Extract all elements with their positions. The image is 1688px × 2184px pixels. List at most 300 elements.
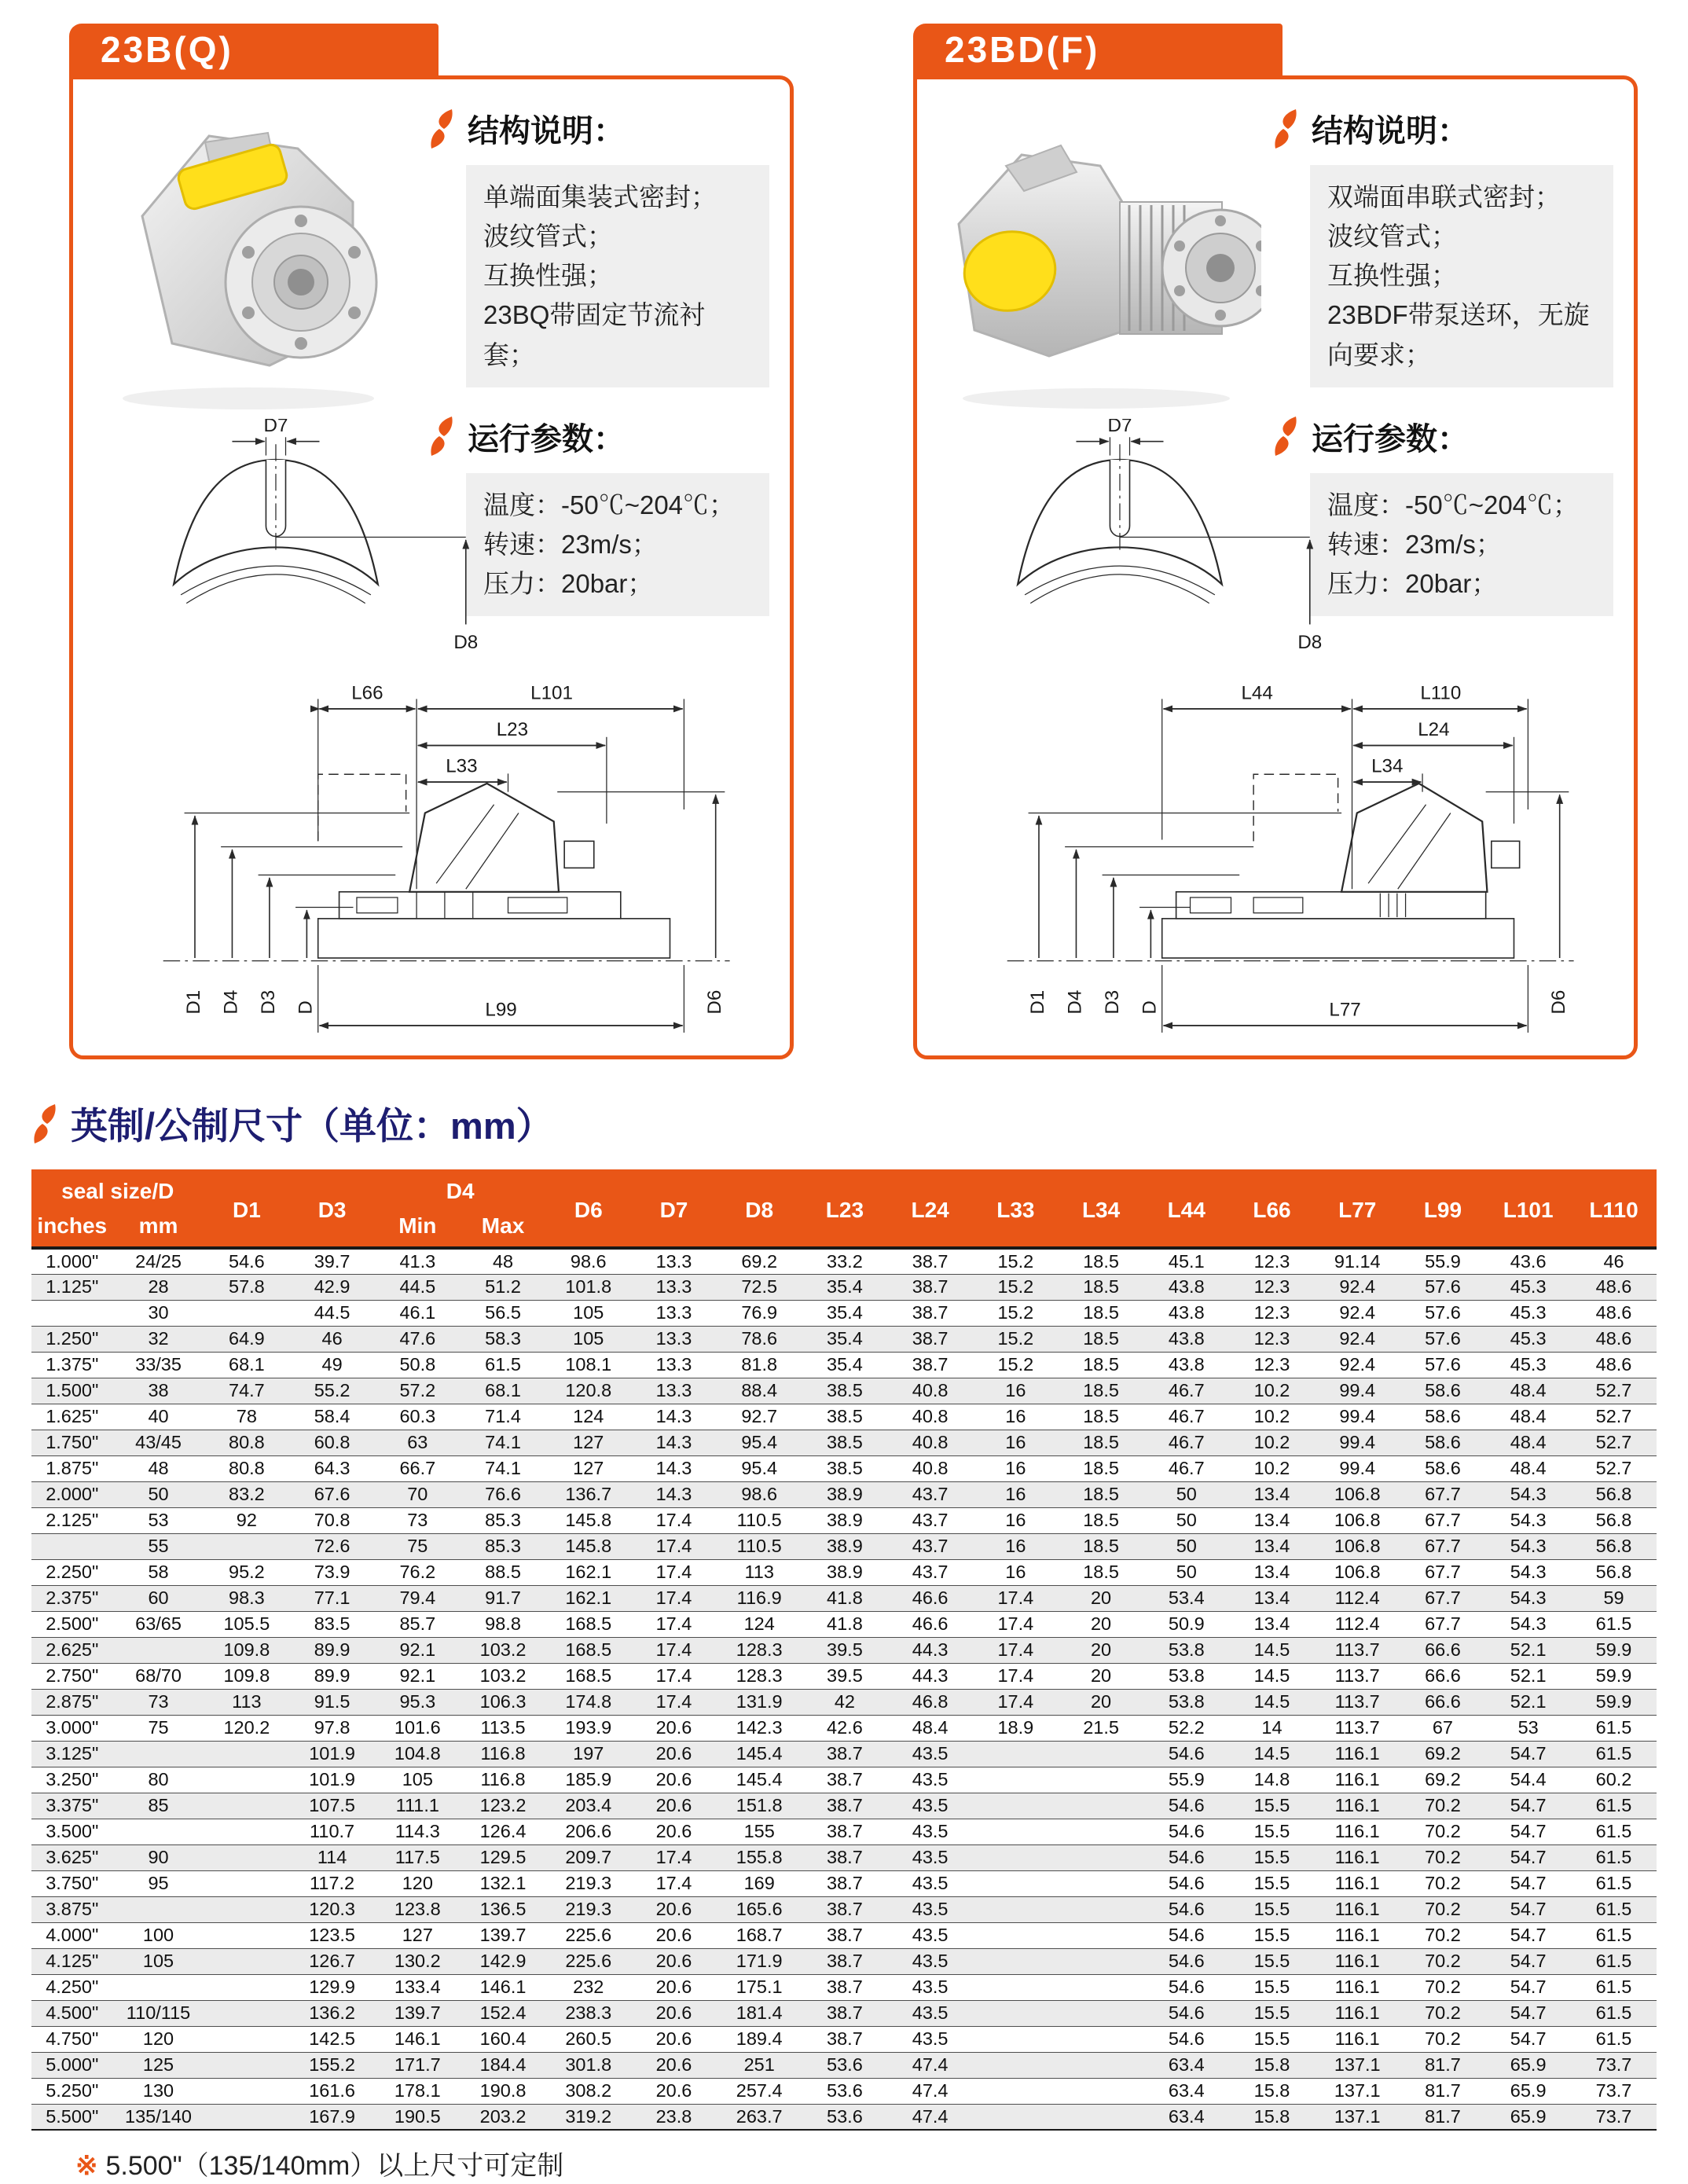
table-cell: 13.4 bbox=[1229, 1507, 1315, 1533]
table-cell bbox=[1059, 1870, 1144, 1896]
table-cell: 20 bbox=[1059, 1689, 1144, 1715]
table-cell: 54.6 bbox=[1143, 1793, 1229, 1819]
table-cell: 24/25 bbox=[113, 1248, 204, 1274]
table-cell: 46.7 bbox=[1143, 1404, 1229, 1430]
table-cell: 14.8 bbox=[1229, 1767, 1315, 1793]
table-cell: 2.125" bbox=[31, 1507, 113, 1533]
table-cell: 57.8 bbox=[204, 1274, 290, 1300]
table-cell: 106.8 bbox=[1315, 1481, 1400, 1507]
col-d6: D6 bbox=[545, 1169, 631, 1248]
table-cell bbox=[973, 1922, 1059, 1948]
table-cell: 54.7 bbox=[1485, 1741, 1571, 1767]
table-cell: 43.8 bbox=[1143, 1274, 1229, 1300]
table-cell: 14.5 bbox=[1229, 1637, 1315, 1663]
table-cell: 53 bbox=[1485, 1715, 1571, 1741]
table-cell bbox=[204, 1819, 290, 1844]
table-cell: 97.8 bbox=[289, 1715, 375, 1741]
table-cell: 18.5 bbox=[1059, 1455, 1144, 1481]
table-cell: 74.1 bbox=[461, 1455, 546, 1481]
table-cell: 47.4 bbox=[887, 2078, 973, 2104]
structure-list bbox=[1310, 165, 1613, 387]
product-photo-23bdf bbox=[931, 90, 1261, 420]
table-cell: 2.375" bbox=[31, 1585, 113, 1611]
table-cell: 61.5 bbox=[1571, 1896, 1657, 1922]
table-cell: 3.125" bbox=[31, 1741, 113, 1767]
table-cell: 120.2 bbox=[204, 1715, 290, 1741]
table-cell: 139.7 bbox=[375, 2000, 461, 2026]
table-cell: 4.750" bbox=[31, 2026, 113, 2052]
table-cell: 103.2 bbox=[461, 1663, 546, 1689]
table-row bbox=[31, 1352, 1657, 1378]
table-cell: 48.6 bbox=[1571, 1352, 1657, 1378]
table-cell bbox=[1059, 1819, 1144, 1844]
table-cell: 20.6 bbox=[631, 1819, 717, 1844]
table-cell: 40.8 bbox=[887, 1404, 973, 1430]
table-title-text: 英制/公制尺寸（单位：mm） bbox=[71, 1105, 553, 1147]
table-cell: 92.4 bbox=[1315, 1274, 1400, 1300]
table-cell: 43.5 bbox=[887, 1922, 973, 1948]
table-cell: 146.1 bbox=[461, 1974, 546, 2000]
table-cell: 56.8 bbox=[1571, 1481, 1657, 1507]
table-cell: 20 bbox=[1059, 1663, 1144, 1689]
table-cell: 105.5 bbox=[204, 1611, 290, 1637]
table-cell: 15.5 bbox=[1229, 1922, 1315, 1948]
table-cell: 263.7 bbox=[717, 2104, 802, 2130]
table-cell: 3.875" bbox=[31, 1896, 113, 1922]
table-cell: 3.375" bbox=[31, 1793, 113, 1819]
params-line: 压力：20bar； bbox=[1327, 569, 1498, 599]
table-cell: 43.6 bbox=[1485, 1248, 1571, 1274]
table-cell: 78.6 bbox=[717, 1326, 802, 1352]
table-cell: 70.2 bbox=[1400, 1896, 1486, 1922]
table-cell: 2.250" bbox=[31, 1559, 113, 1585]
table-cell: 15.2 bbox=[973, 1300, 1059, 1326]
table-cell: 60 bbox=[113, 1585, 204, 1611]
table-cell: 56.8 bbox=[1571, 1533, 1657, 1559]
table-cell: 1.625" bbox=[31, 1404, 113, 1430]
table-cell: 92 bbox=[204, 1507, 290, 1533]
table-cell: 80.8 bbox=[204, 1430, 290, 1455]
table-cell: 136.7 bbox=[545, 1481, 631, 1507]
table-cell: 4.250" bbox=[31, 1974, 113, 2000]
table-cell bbox=[973, 1793, 1059, 1819]
table-cell: 162.1 bbox=[545, 1585, 631, 1611]
table-cell: 95.4 bbox=[717, 1430, 802, 1455]
table-cell: 203.2 bbox=[461, 2104, 546, 2130]
table-cell: 73.7 bbox=[1571, 2104, 1657, 2130]
table-cell: 139.7 bbox=[461, 1922, 546, 1948]
table-cell: 58.6 bbox=[1400, 1404, 1486, 1430]
col-l101: L101 bbox=[1485, 1169, 1571, 1248]
table-cell: 38.7 bbox=[802, 2026, 888, 2052]
params-line: 压力：20bar； bbox=[483, 569, 654, 599]
shaft-bore bbox=[1206, 254, 1235, 282]
table-cell: 17.4 bbox=[631, 1611, 717, 1637]
structure-line: 23BQ带固定节流衬套； bbox=[483, 300, 706, 369]
table-cell: 17.4 bbox=[631, 1689, 717, 1715]
table-cell: 40.8 bbox=[887, 1430, 973, 1455]
table-cell: 57.6 bbox=[1400, 1274, 1486, 1300]
table-cell: 46.7 bbox=[1143, 1430, 1229, 1455]
flame-icon bbox=[428, 108, 455, 149]
table-cell: 54.6 bbox=[1143, 1922, 1229, 1948]
table-cell: 90 bbox=[113, 1844, 204, 1870]
table-cell: 3.750" bbox=[31, 1870, 113, 1896]
table-cell: 43.7 bbox=[887, 1533, 973, 1559]
table-cell bbox=[1059, 1922, 1144, 1948]
params-title: 运行参数： bbox=[1312, 421, 1469, 457]
table-cell bbox=[204, 1767, 290, 1793]
table-cell: 105 bbox=[113, 1948, 204, 1974]
table-row bbox=[31, 1326, 1657, 1352]
table-cell: 67.7 bbox=[1400, 1481, 1486, 1507]
dim-label: L66 bbox=[351, 682, 383, 704]
table-cell: 123.5 bbox=[289, 1922, 375, 1948]
table-cell: 116.1 bbox=[1315, 1896, 1400, 1922]
table-cell: 43.7 bbox=[887, 1507, 973, 1533]
table-cell: 58 bbox=[113, 1559, 204, 1585]
table-cell: 59.9 bbox=[1571, 1637, 1657, 1663]
table-cell: 100 bbox=[113, 1922, 204, 1948]
table-cell: 43.5 bbox=[887, 1793, 973, 1819]
table-cell: 57.6 bbox=[1400, 1300, 1486, 1326]
table-cell: 63.4 bbox=[1143, 2104, 1229, 2130]
table-cell bbox=[204, 1896, 290, 1922]
table-cell: 18.5 bbox=[1059, 1404, 1144, 1430]
table-cell: 54.7 bbox=[1485, 2000, 1571, 2026]
table-cell: 85.3 bbox=[461, 1507, 546, 1533]
table-cell: 54.7 bbox=[1485, 1793, 1571, 1819]
table-cell: 70.2 bbox=[1400, 1948, 1486, 1974]
product-code-tab: 23B(Q) bbox=[69, 24, 439, 77]
table-cell: 75 bbox=[113, 1715, 204, 1741]
structure-line: 23BDF带泵送环，无旋向要求； bbox=[1327, 300, 1590, 369]
table-cell: 61.5 bbox=[1571, 2026, 1657, 2052]
table-cell: 10.2 bbox=[1229, 1430, 1315, 1455]
table-cell: 190.8 bbox=[461, 2078, 546, 2104]
table-cell: 73 bbox=[113, 1689, 204, 1715]
dim-label: L23 bbox=[496, 719, 529, 740]
table-cell: 95.4 bbox=[717, 1455, 802, 1481]
table-cell: 15.8 bbox=[1229, 2078, 1315, 2104]
table-cell: 65.9 bbox=[1485, 2052, 1571, 2078]
table-row bbox=[31, 1844, 1657, 1870]
table-cell: 197 bbox=[545, 1741, 631, 1767]
table-cell: 54.7 bbox=[1485, 1922, 1571, 1948]
table-cell bbox=[1059, 2026, 1144, 2052]
table-cell: 17.4 bbox=[973, 1663, 1059, 1689]
table-cell: 109.8 bbox=[204, 1663, 290, 1689]
table-cell: 55.9 bbox=[1400, 1248, 1486, 1274]
table-cell: 61.5 bbox=[1571, 1793, 1657, 1819]
table-cell: 52.2 bbox=[1143, 1715, 1229, 1741]
params-line: 转速：23m/s； bbox=[483, 529, 658, 559]
table-cell: 40.8 bbox=[887, 1455, 973, 1481]
table-cell: 42 bbox=[802, 1689, 888, 1715]
table-cell: 74.7 bbox=[204, 1378, 290, 1404]
table-cell: 169 bbox=[717, 1870, 802, 1896]
table-cell bbox=[1059, 1741, 1144, 1767]
table-cell: 20.6 bbox=[631, 2000, 717, 2026]
table-cell: 61.5 bbox=[1571, 1948, 1657, 1974]
table-cell: 301.8 bbox=[545, 2052, 631, 2078]
table-cell: 52.1 bbox=[1485, 1663, 1571, 1689]
table-cell: 58.6 bbox=[1400, 1378, 1486, 1404]
table-cell: 47.6 bbox=[375, 1326, 461, 1352]
table-cell bbox=[113, 1819, 204, 1844]
table-cell: 12.3 bbox=[1229, 1248, 1315, 1274]
table-cell: 116.8 bbox=[461, 1741, 546, 1767]
table-cell: 111.1 bbox=[375, 1793, 461, 1819]
table-cell: 54.6 bbox=[1143, 1741, 1229, 1767]
table-cell: 28 bbox=[113, 1274, 204, 1300]
table-cell: 155 bbox=[717, 1819, 802, 1844]
table-cell: 136.2 bbox=[289, 2000, 375, 2026]
params-title: 运行参数： bbox=[468, 421, 625, 457]
table-cell: 16 bbox=[973, 1481, 1059, 1507]
table-cell: 91.7 bbox=[461, 1585, 546, 1611]
table-cell: 58.3 bbox=[461, 1326, 546, 1352]
table-cell: 175.1 bbox=[717, 1974, 802, 2000]
dim-label: D1 bbox=[183, 989, 205, 1015]
table-cell: 48.4 bbox=[887, 1715, 973, 1741]
table-cell: 14.5 bbox=[1229, 1741, 1315, 1767]
table-cell: 46.6 bbox=[887, 1585, 973, 1611]
table-cell: 17.4 bbox=[973, 1689, 1059, 1715]
table-cell: 43.5 bbox=[887, 1948, 973, 1974]
table-cell: 92.4 bbox=[1315, 1352, 1400, 1378]
table-cell: 120 bbox=[113, 2026, 204, 2052]
table-cell: 54.6 bbox=[1143, 1948, 1229, 1974]
dimension-table-wrap bbox=[31, 1169, 1657, 2131]
table-cell: 46.7 bbox=[1143, 1378, 1229, 1404]
table-cell: 12.3 bbox=[1229, 1274, 1315, 1300]
table-cell bbox=[973, 1741, 1059, 1767]
table-cell: 15.5 bbox=[1229, 1793, 1315, 1819]
table-cell: 53.8 bbox=[1143, 1663, 1229, 1689]
table-cell: 108.1 bbox=[545, 1352, 631, 1378]
table-cell: 1.000" bbox=[31, 1248, 113, 1274]
table-cell: 20.6 bbox=[631, 2052, 717, 2078]
table-cell: 107.5 bbox=[289, 1793, 375, 1819]
table-cell: 162.1 bbox=[545, 1559, 631, 1585]
table-cell: 81.7 bbox=[1400, 2052, 1486, 2078]
table-cell: 13.3 bbox=[631, 1378, 717, 1404]
table-row bbox=[31, 2000, 1657, 2026]
table-cell: 99.4 bbox=[1315, 1404, 1400, 1430]
table-cell: 54.6 bbox=[1143, 1870, 1229, 1896]
table-cell: 38.5 bbox=[802, 1404, 888, 1430]
table-cell: 101.6 bbox=[375, 1715, 461, 1741]
table-cell: 161.6 bbox=[289, 2078, 375, 2104]
table-cell: 2.000" bbox=[31, 1481, 113, 1507]
table-cell: 145.4 bbox=[717, 1741, 802, 1767]
table-cell: 14.3 bbox=[631, 1404, 717, 1430]
table-cell: 171.9 bbox=[717, 1948, 802, 1974]
table-cell: 15.2 bbox=[973, 1326, 1059, 1352]
table-cell: 251 bbox=[717, 2052, 802, 2078]
table-cell: 23.8 bbox=[631, 2104, 717, 2130]
table-cell: 68.1 bbox=[461, 1378, 546, 1404]
params-line: 转速：23m/s； bbox=[1327, 529, 1502, 559]
table-cell: 50 bbox=[1143, 1533, 1229, 1559]
dim-label: D3 bbox=[258, 989, 280, 1015]
table-cell: 113.7 bbox=[1315, 1663, 1400, 1689]
table-cell: 58.4 bbox=[289, 1404, 375, 1430]
table-cell: 69.2 bbox=[1400, 1741, 1486, 1767]
table-cell bbox=[204, 1533, 290, 1559]
table-cell: 35.4 bbox=[802, 1326, 888, 1352]
table-cell: 17.4 bbox=[631, 1507, 717, 1533]
table-cell: 76.9 bbox=[717, 1300, 802, 1326]
table-row bbox=[31, 1585, 1657, 1611]
table-cell: 70.2 bbox=[1400, 1974, 1486, 2000]
table-cell: 126.7 bbox=[289, 1948, 375, 1974]
table-cell: 43.8 bbox=[1143, 1300, 1229, 1326]
table-cell: 54.7 bbox=[1485, 1819, 1571, 1844]
col-l110: L110 bbox=[1571, 1169, 1657, 1248]
table-cell: 17.4 bbox=[631, 1585, 717, 1611]
table-cell: 1.500" bbox=[31, 1378, 113, 1404]
table-cell: 46 bbox=[1571, 1248, 1657, 1274]
table-cell: 106.3 bbox=[461, 1689, 546, 1715]
table-cell: 178.1 bbox=[375, 2078, 461, 2104]
table-cell: 95 bbox=[113, 1870, 204, 1896]
product-photo-23bq bbox=[87, 90, 417, 420]
table-cell: 70.2 bbox=[1400, 1793, 1486, 1819]
table-cell: 168.5 bbox=[545, 1611, 631, 1637]
table-row bbox=[31, 1507, 1657, 1533]
table-cell: 35.4 bbox=[802, 1300, 888, 1326]
table-cell bbox=[973, 1896, 1059, 1922]
col-l66: L66 bbox=[1229, 1169, 1315, 1248]
table-cell: 14.3 bbox=[631, 1455, 717, 1481]
table-cell: 85.7 bbox=[375, 1611, 461, 1637]
table-cell: 127 bbox=[545, 1430, 631, 1455]
table-cell: 54.7 bbox=[1485, 1844, 1571, 1870]
table-cell bbox=[973, 2000, 1059, 2026]
table-cell: 54.3 bbox=[1485, 1533, 1571, 1559]
table-cell bbox=[204, 2078, 290, 2104]
table-cell: 59.9 bbox=[1571, 1663, 1657, 1689]
table-cell: 2.875" bbox=[31, 1689, 113, 1715]
table-row bbox=[31, 2052, 1657, 2078]
table-cell: 45.1 bbox=[1143, 1248, 1229, 1274]
table-cell: 114 bbox=[289, 1844, 375, 1870]
dim-label: L101 bbox=[530, 682, 573, 704]
table-row bbox=[31, 2078, 1657, 2104]
table-cell bbox=[1059, 1844, 1144, 1870]
table-cell: 38.7 bbox=[802, 2000, 888, 2026]
table-cell: 145.8 bbox=[545, 1533, 631, 1559]
table-cell: 45.3 bbox=[1485, 1326, 1571, 1352]
table-cell: 14.3 bbox=[631, 1481, 717, 1507]
footnote-text: 5.500"（135/140mm）以上尺寸可定制 bbox=[105, 2151, 564, 2181]
table-cell: 39.5 bbox=[802, 1637, 888, 1663]
table-cell: 54.6 bbox=[1143, 1974, 1229, 2000]
table-cell: 53.4 bbox=[1143, 1585, 1229, 1611]
table-cell bbox=[973, 2026, 1059, 2052]
table-cell: 113.7 bbox=[1315, 1637, 1400, 1663]
table-cell: 91.14 bbox=[1315, 1248, 1400, 1274]
table-cell: 238.3 bbox=[545, 2000, 631, 2026]
dim-label: D4 bbox=[220, 989, 242, 1015]
table-cell: 56.8 bbox=[1571, 1559, 1657, 1585]
table-row bbox=[31, 1922, 1657, 1948]
table-cell: 80.8 bbox=[204, 1455, 290, 1481]
table-cell: 15.5 bbox=[1229, 1974, 1315, 2000]
table-row bbox=[31, 1948, 1657, 1974]
table-cell: 88.5 bbox=[461, 1559, 546, 1585]
table-cell bbox=[204, 1741, 290, 1767]
table-cell: 171.7 bbox=[375, 2052, 461, 2078]
structure-list bbox=[466, 165, 769, 387]
table-cell: 32 bbox=[113, 1326, 204, 1352]
table-cell: 13.4 bbox=[1229, 1611, 1315, 1637]
table-cell: 41.8 bbox=[802, 1585, 888, 1611]
table-cell: 116.1 bbox=[1315, 1948, 1400, 1974]
table-cell: 43.7 bbox=[887, 1559, 973, 1585]
table-cell: 260.5 bbox=[545, 2026, 631, 2052]
table-cell: 20.6 bbox=[631, 1767, 717, 1793]
table-cell: 20.6 bbox=[631, 1896, 717, 1922]
table-cell: 63.4 bbox=[1143, 2052, 1229, 2078]
table-cell: 83.2 bbox=[204, 1481, 290, 1507]
table-cell: 20.6 bbox=[631, 2078, 717, 2104]
table-cell bbox=[113, 1974, 204, 2000]
table-cell: 73 bbox=[375, 1507, 461, 1533]
table-cell: 17.4 bbox=[631, 1559, 717, 1585]
table-cell: 46 bbox=[289, 1326, 375, 1352]
table-cell: 110/115 bbox=[113, 2000, 204, 2026]
col-l24: L24 bbox=[887, 1169, 973, 1248]
table-row bbox=[31, 2026, 1657, 2052]
table-cell: 116.9 bbox=[717, 1585, 802, 1611]
table-cell: 142.9 bbox=[461, 1948, 546, 1974]
table-cell: 14.5 bbox=[1229, 1663, 1315, 1689]
table-cell: 142.5 bbox=[289, 2026, 375, 2052]
col-d3: D3 bbox=[289, 1169, 375, 1248]
table-cell: 3.000" bbox=[31, 1715, 113, 1741]
table-cell: 152.4 bbox=[461, 2000, 546, 2026]
table-cell: 38.9 bbox=[802, 1507, 888, 1533]
table-cell: 51.2 bbox=[461, 1274, 546, 1300]
table-cell: 123.8 bbox=[375, 1896, 461, 1922]
table-row bbox=[31, 1300, 1657, 1326]
table-cell: 54.7 bbox=[1485, 1948, 1571, 1974]
table-cell: 44.5 bbox=[375, 1274, 461, 1300]
dim-label-d8: D8 bbox=[1297, 631, 1323, 653]
table-cell: 142.3 bbox=[717, 1715, 802, 1741]
table-cell: 116.1 bbox=[1315, 1767, 1400, 1793]
table-cell: 18.5 bbox=[1059, 1481, 1144, 1507]
table-cell: 83.5 bbox=[289, 1611, 375, 1637]
col-d7: D7 bbox=[631, 1169, 717, 1248]
table-cell: 54.7 bbox=[1485, 1896, 1571, 1922]
table-row bbox=[31, 1741, 1657, 1767]
table-cell: 219.3 bbox=[545, 1870, 631, 1896]
table-cell: 43.8 bbox=[1143, 1326, 1229, 1352]
technical-drawing-23bdf bbox=[922, 419, 1627, 1052]
table-row bbox=[31, 1637, 1657, 1663]
table-cell: 72.5 bbox=[717, 1274, 802, 1300]
table-cell: 38.7 bbox=[887, 1352, 973, 1378]
table-cell: 17.4 bbox=[631, 1844, 717, 1870]
table-cell: 15.2 bbox=[973, 1352, 1059, 1378]
table-cell: 116.8 bbox=[461, 1767, 546, 1793]
table-cell: 206.6 bbox=[545, 1819, 631, 1844]
table-cell: 43.5 bbox=[887, 1896, 973, 1922]
